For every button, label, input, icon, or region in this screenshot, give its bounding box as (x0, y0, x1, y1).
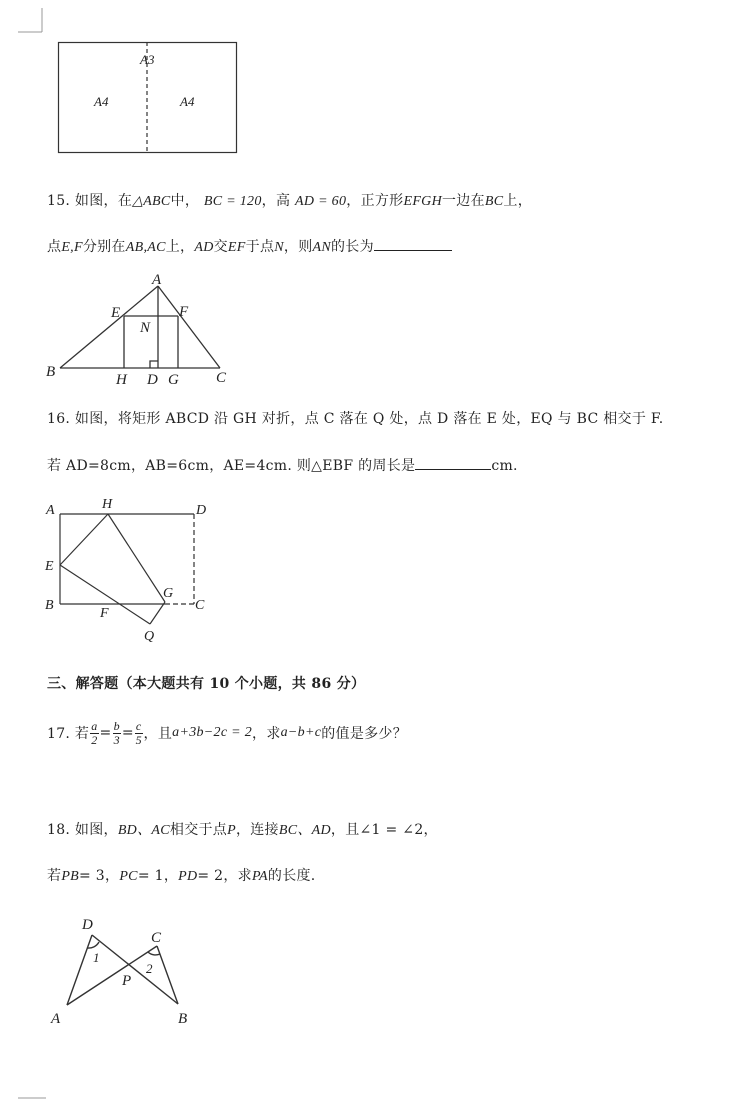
label-a4-right: A4 (180, 94, 195, 109)
q16-line2: 若 AD=8cm，AB=6cm，AE=4cm. 则△EBF 的周长是 cm. (47, 455, 518, 475)
crossing-lines-figure (45, 910, 205, 1030)
fig15-label-n: N (140, 320, 151, 336)
q15-line2: 点E,F分别在AB,AC上，AD交EF于点N，则AN的长为 (47, 236, 452, 256)
paper-figure (56, 40, 240, 155)
q15-line1: 15. 如图，在△ABC中， BC = 120，高 AD = 60，正方形EFGH一边在BC上， (47, 193, 533, 209)
fraction-a-2: $\frac{a}{2}$ (91, 718, 98, 747)
q18-line2: 若PB= 3，PC= 1，PD= 2，求PA的长度. (47, 868, 316, 884)
fig18-label-p: P (122, 973, 132, 989)
label-a3: A3 (140, 52, 155, 67)
fig15-label-a: A (152, 272, 162, 288)
fig16-label-b: B (45, 598, 54, 613)
fig15-label-c: C (216, 370, 227, 386)
rectangle-fold-figure (40, 495, 215, 645)
q15-answer-blank[interactable] (374, 236, 452, 251)
fig18-label-d: D (82, 917, 93, 933)
fig15-label-d: D (147, 372, 158, 388)
fig18-label-a: A (51, 1011, 61, 1027)
fig15-label-f: F (179, 304, 189, 320)
fraction-b-3: $\frac{b}{3}$ (113, 718, 120, 747)
crop-mark-top (0, 0, 60, 40)
fig18-label-b: B (178, 1011, 188, 1027)
q18-line1: 18. 如图，BD、AC相交于点P，连接BC、AD，且∠1 = ∠2， (47, 822, 438, 838)
fraction-c-5: $\frac{c}{5}$ (135, 718, 142, 747)
fig16-label-c: C (195, 598, 205, 613)
q17-line: 17. 若 $\frac{a}{2}$ = $\frac{b}{3}$ = $\frac{c}{5}$ ，且 a+3b−2c = 2 ，求 a−b+c 的值是多少？ (47, 718, 408, 747)
fig15-label-h: H (116, 372, 127, 388)
q16-answer-blank[interactable] (415, 455, 491, 470)
fig15-label-g: G (168, 372, 179, 388)
label-a4-left: A4 (94, 94, 109, 109)
fig18-angle-1: 1 (93, 950, 100, 965)
fig16-label-d: D (196, 503, 207, 518)
triangle-figure (40, 272, 240, 390)
fig15-label-e: E (111, 305, 121, 321)
q16-line1: 16. 如图，将矩形 ABCD 沿 GH 对折，点 C 落在 Q 处，点 D 落在 E 处，EQ 与 BC 相交于 F. (47, 411, 664, 427)
crop-mark-bottom (0, 1085, 60, 1101)
fig18-angle-2: 2 (146, 961, 153, 976)
fig16-label-q: Q (144, 629, 155, 644)
section-heading: 三、解答题（本大题共有 10 个小题，共 86 分） (47, 676, 366, 692)
fig15-label-b: B (46, 364, 56, 380)
fig16-label-a: A (46, 503, 55, 518)
fig18-label-c: C (151, 930, 162, 946)
fig16-label-g: G (163, 586, 174, 601)
fig16-label-h: H (102, 497, 113, 512)
fig16-label-f: F (100, 606, 109, 621)
fig16-label-e: E (45, 559, 54, 574)
